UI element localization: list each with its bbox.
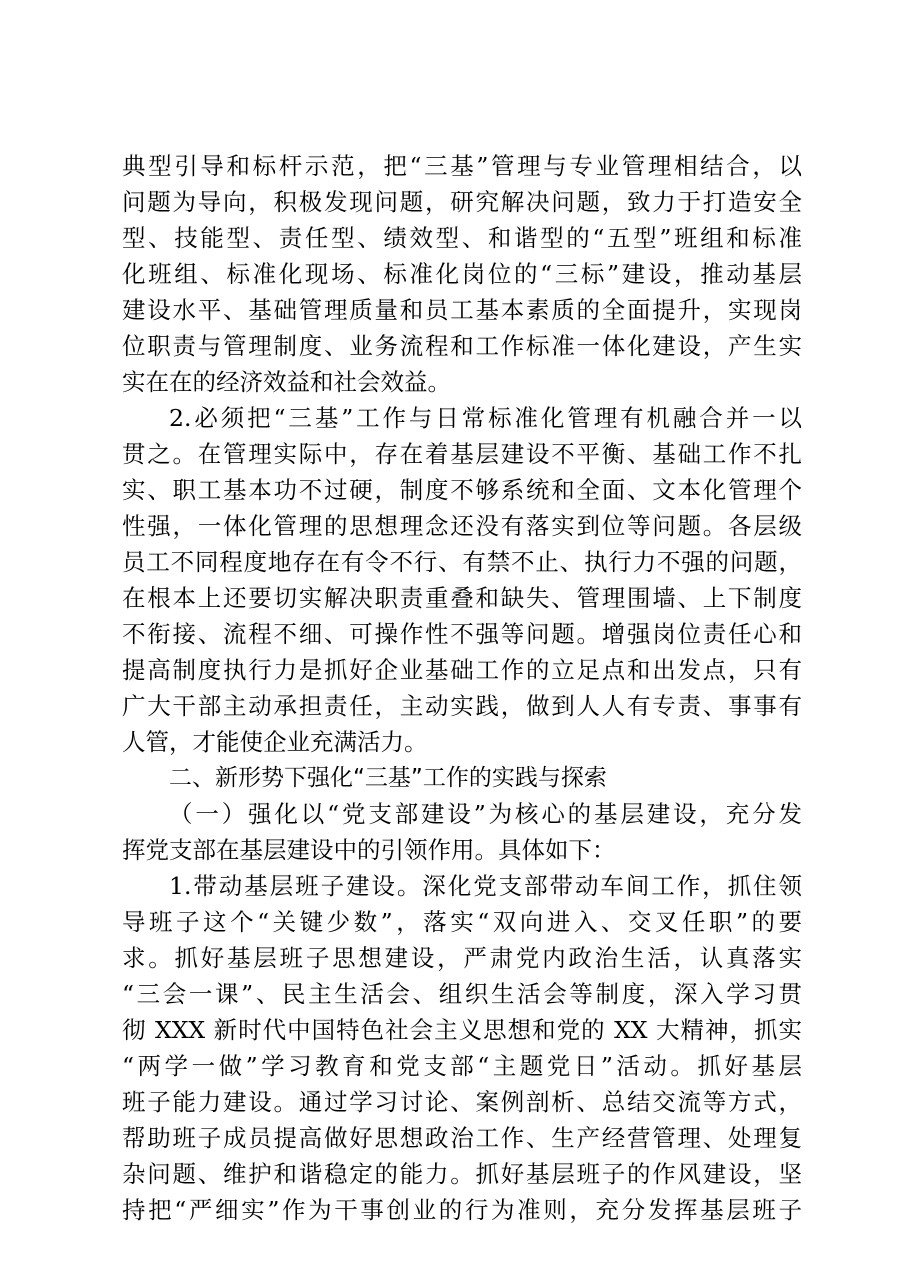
text-line: 挥党支部在基层建设中的引领作用。具体如下：: [122, 836, 616, 864]
text-line: 性强，一体化管理的思想理念还没有落实到位等问题。各层级: [122, 512, 802, 540]
text-line: 帮助班子成员提高做好思想政治工作、生产经营管理、处理复: [122, 1124, 802, 1152]
text-line: 型、技能型、责任型、绩效型、和谐型的“五型”班组和标准: [122, 224, 802, 252]
document-body: [122, 148, 802, 1228]
paragraph-item-2: [122, 400, 802, 760]
text-line: 位职责与管理制度、业务流程和工作标准一体化建设，产生实: [122, 332, 802, 360]
text-line: 不衔接、流程不细、可操作性不强等问题。增强岗位责任心和: [122, 620, 802, 648]
text-line: 典型引导和标杆示范，把“三基”管理与专业管理相结合，以: [122, 152, 802, 180]
text-line: 导班子这个“关键少数”，落实“双向进入、交叉任职”的要: [122, 908, 802, 936]
text-line: 在根本上还要切实解决职责重叠和缺失、管理围墙、上下制度: [122, 584, 802, 612]
text-line: 人管，才能使企业充满活力。: [122, 728, 428, 756]
text-line: 班子能力建设。通过学习讨论、案例剖析、总结交流等方式，: [122, 1088, 802, 1116]
text-line: 提高制度执行力是抓好企业基础工作的立足点和出发点，只有: [122, 656, 802, 684]
text-line: （一）强化以“党支部建设”为核心的基层建设，充分发: [169, 800, 802, 828]
text-line: 持把“严细实”作为干事创业的行为准则，充分发挥基层班子: [122, 1196, 802, 1224]
text-line: 2.必须把“三基”工作与日常标准化管理有机融合并一以: [169, 404, 802, 432]
text-line: 建设水平、基础管理质量和员工基本素质的全面提升，实现岗: [122, 296, 802, 324]
text-line: 化班组、标准化现场、标准化岗位的“三标”建设，推动基层: [122, 260, 802, 288]
text-line: 实在在的经济效益和社会效益。: [122, 368, 451, 396]
paragraph-item-1: [122, 868, 802, 1228]
section-heading: 二、新形势下强化“三基”工作的实践与探索: [169, 765, 607, 791]
text-line: 求。抓好基层班子思想建设，严肃党内政治生活，认真落实: [122, 944, 802, 972]
text-line: 实、职工基本功不过硬，制度不够系统和全面、文本化管理个: [122, 476, 802, 504]
text-line: 彻 XXX 新时代中国特色社会主义思想和党的 XX 大精神，抓实: [122, 1016, 802, 1044]
text-line: 贯之。在管理实际中，存在着基层建设不平衡、基础工作不扎: [122, 440, 802, 468]
text-line: 1.带动基层班子建设。深化党支部带动车间工作，抓住领: [169, 872, 802, 900]
subsection-paragraph: [122, 796, 802, 868]
text-line: 问题为导向，积极发现问题，研究解决问题，致力于打造安全: [122, 188, 802, 216]
text-line: 员工不同程度地存在有令不行、有禁不止、执行力不强的问题，: [122, 548, 802, 576]
text-line: “两学一做”学习教育和党支部“主题党日”活动。抓好基层: [122, 1052, 802, 1080]
text-line: 广大干部主动承担责任，主动实践，做到人人有专责、事事有: [122, 692, 802, 720]
text-line: “三会一课”、民主生活会、组织生活会等制度，深入学习贯: [122, 980, 802, 1008]
paragraph-continuation: [122, 148, 802, 400]
text-line: 杂问题、维护和谐稳定的能力。抓好基层班子的作风建设，坚: [122, 1160, 802, 1188]
